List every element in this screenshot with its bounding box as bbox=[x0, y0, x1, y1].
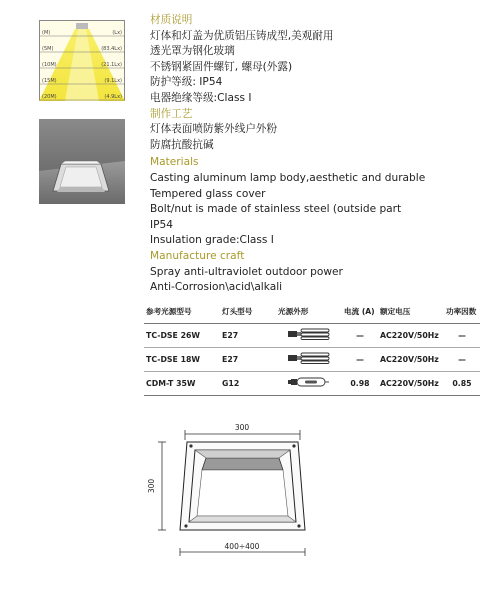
top-dimension-label: 300 bbox=[234, 423, 250, 432]
dimension-drawing bbox=[140, 418, 340, 568]
craft-line-cn: 防腐抗酸抗碱 bbox=[150, 138, 214, 151]
material-line-en: Tempered glass cover bbox=[150, 187, 266, 200]
material-line-cn: 不锈钢紧固件螺钉, 螺母(外露) bbox=[150, 60, 293, 73]
lux-value-4: (4.9Lx) bbox=[104, 94, 122, 100]
cell-base: E27 bbox=[220, 323, 276, 347]
header-base-type: 灯头型号 bbox=[220, 301, 276, 323]
material-line-cn: 防护等级: IP54 bbox=[150, 76, 223, 89]
screw-icon bbox=[189, 444, 192, 447]
cell-current: — bbox=[342, 323, 378, 347]
cfl-lamp-icon bbox=[287, 328, 331, 340]
table-row bbox=[144, 371, 480, 395]
craft-line-en: Anti-Corrosion\acid\alkali bbox=[150, 281, 283, 294]
material-heading-cn: 材质说明 bbox=[150, 14, 193, 26]
lux-value-0: (Lx) bbox=[112, 30, 122, 36]
material-line-cn: 灯体和灯盖为优质铝压铸成型,美观耐用 bbox=[150, 29, 334, 42]
table-row bbox=[144, 323, 480, 347]
lamp-icon bbox=[76, 23, 88, 29]
craft-line-en: Spray anti-ultraviolet outdoor power bbox=[150, 265, 343, 278]
material-line-en: Insulation grade:Class Ⅰ bbox=[150, 234, 274, 247]
lux-dist-1: (5M) bbox=[42, 46, 54, 52]
material-line-en: Casting aluminum lamp body,aesthetic and durable bbox=[150, 171, 426, 184]
craft-line-cn: 灯体表面喷防紫外线户外粉 bbox=[150, 123, 278, 136]
header-power-factor: 功率因数 bbox=[444, 301, 480, 323]
cell-model: CDM-T 35W bbox=[144, 371, 220, 395]
lamp-outline bbox=[180, 442, 305, 530]
material-line-cn: 电器绝缘等级:Class Ⅰ bbox=[150, 91, 252, 104]
lux-value-3: (9.1Lx) bbox=[104, 78, 122, 84]
screw-icon bbox=[292, 444, 295, 447]
cell-current: — bbox=[342, 347, 378, 371]
material-line-en: IP54 bbox=[150, 218, 173, 231]
lux-value-1: (83.4Lx) bbox=[101, 46, 122, 52]
header-lamp-shape: 光源外形 bbox=[276, 301, 342, 323]
material-line-cn: 透光罩为钢化玻璃 bbox=[150, 45, 235, 58]
product-photo bbox=[39, 119, 125, 204]
lux-value-2: (21.1Lx) bbox=[101, 62, 122, 68]
lux-dist-3: (15M) bbox=[42, 78, 57, 84]
cfl-lamp-icon bbox=[287, 352, 331, 364]
side-dimension-label: 300 bbox=[147, 478, 156, 494]
lux-dist-4: (20M) bbox=[42, 94, 57, 100]
cell-pf: 0.85 bbox=[444, 371, 480, 395]
material-line-en: Bolt/nut is made of stainless steel (outside part bbox=[150, 203, 402, 216]
bottom-dimension-label: 400÷400 bbox=[224, 542, 260, 551]
lux-dist-2: (10M) bbox=[42, 62, 57, 68]
table-header-row bbox=[144, 301, 480, 323]
header-current: 电流 (A) bbox=[342, 301, 378, 323]
metal-halide-lamp-icon bbox=[287, 376, 331, 388]
cell-voltage: AC220V/50Hz bbox=[378, 347, 444, 371]
screw-icon bbox=[184, 524, 187, 527]
cell-model: TC-DSE 26W bbox=[144, 323, 220, 347]
lux-dist-0: (M) bbox=[42, 30, 51, 36]
cell-base: G12 bbox=[220, 371, 276, 395]
header-lamp-model: 参考光源型号 bbox=[144, 301, 220, 323]
craft-heading-en: Manufacture craft bbox=[150, 249, 245, 262]
craft-heading-cn: 制作工艺 bbox=[150, 107, 193, 120]
cell-current: 0.98 bbox=[342, 371, 378, 395]
screw-icon bbox=[297, 524, 300, 527]
cell-model: TC-DSE 18W bbox=[144, 347, 220, 371]
illuminance-diagram bbox=[39, 20, 125, 101]
cell-voltage: AC220V/50Hz bbox=[378, 371, 444, 395]
cell-voltage: AC220V/50Hz bbox=[378, 323, 444, 347]
cell-pf: — bbox=[444, 347, 480, 371]
material-heading-en: Materials bbox=[150, 156, 199, 169]
cell-base: E27 bbox=[220, 347, 276, 371]
header-voltage: 额定电压 bbox=[378, 301, 444, 323]
lamp-spec-table bbox=[144, 301, 480, 396]
table-row bbox=[144, 347, 480, 371]
cell-pf: — bbox=[444, 323, 480, 347]
spec-text bbox=[150, 13, 490, 296]
